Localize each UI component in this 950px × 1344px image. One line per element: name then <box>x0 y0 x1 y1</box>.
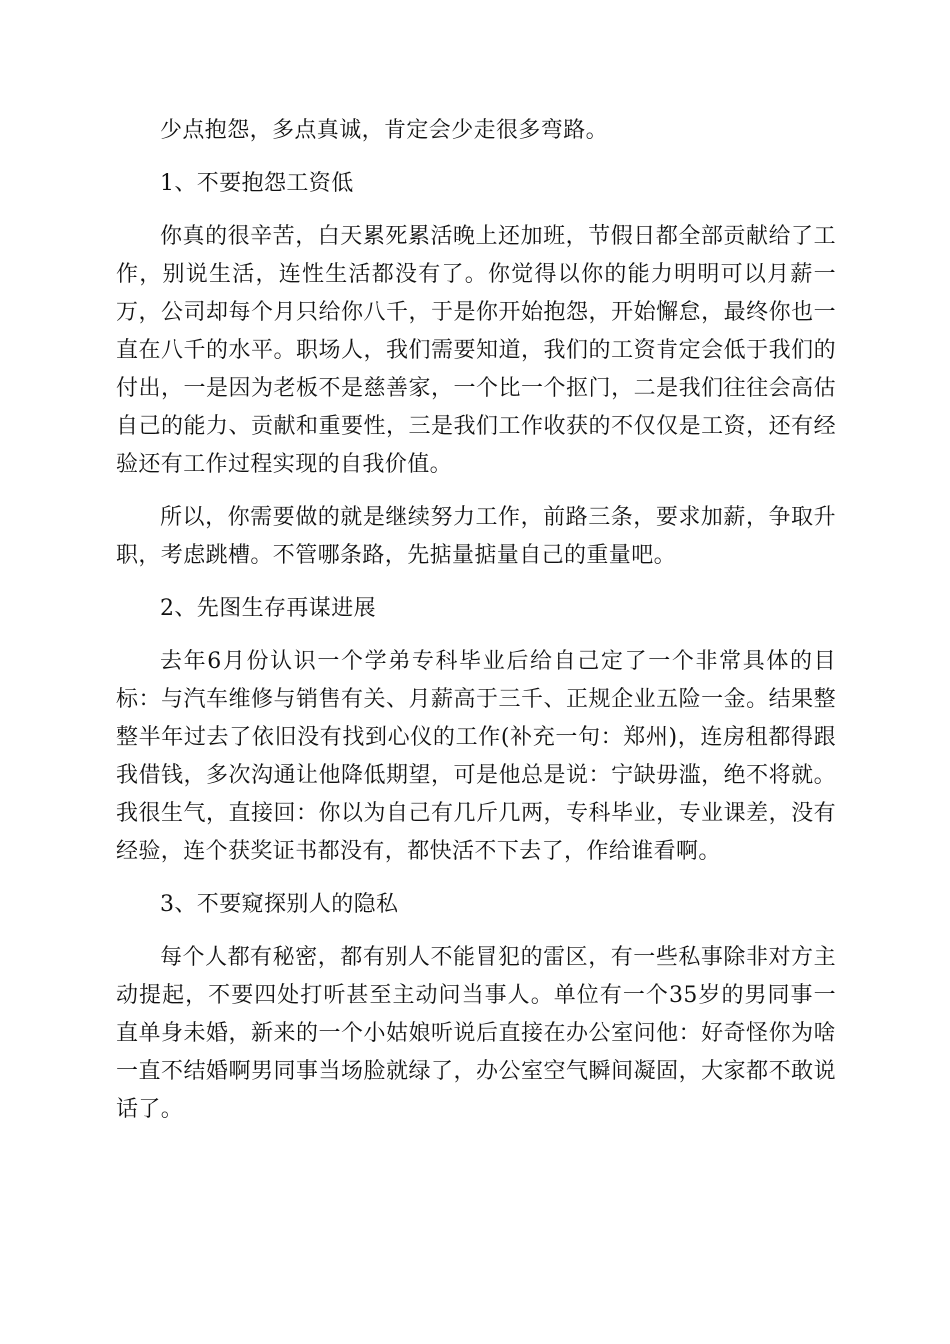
section-3-paragraph-1: 每个人都有秘密，都有别人不能冒犯的雷区，有一些私事除非对方主动提起，不要四处打听甚至主动问当事人。单位有一个35岁的男同事一直单身未婚，新来的一个小姑娘听说后直接在办公室问他：好奇怪你为啥一直不结婚啊男同事当场脸就绿了，办公室空气瞬间凝固，大家都不敢说话了。 <box>116 945 836 1122</box>
section-2-paragraph-1: 去年6月份认识一个学弟专科毕业后给自己定了一个非常具体的目标：与汽车维修与销售有关、月薪高于三千、正规企业五险一金。结果整整半年过去了依旧没有找到心仪的工作(补充一句：郑州)，连房租都得跟我借钱，多次沟通让他降低期望，可是他总是说：宁缺毋滥，绝不将就。我很生气，直接回：你以为自己有几斤几两，专科毕业，专业课差，没有经验，连个获奖证书都没有，都快活不下去了，作给谁看啊。 <box>116 649 836 864</box>
section-1-paragraph-1: 你真的很辛苦，白天累死累活晚上还加班，节假日都全部贡献给了工作，别说生活，连性生活都没有了。你觉得以你的能力明明可以月薪一万，公司却每个月只给你八千，于是你开始抱怨，开始懈怠，最终你也一直在八千的水平。职场人，我们需要知道，我们的工资肯定会低于我们的付出，一是因为老板不是慈善家，一个比一个抠门，二是我们往往会高估自己的能力、贡献和重要性，三是我们工作收获的不仅仅是工资，还有经验还有工作过程实现的自我价值。 <box>116 224 836 477</box>
document-body <box>116 112 836 1144</box>
section-heading-1: 1、不要抱怨工资低 <box>160 171 354 196</box>
section-heading-2: 2、先图生存再谋进展 <box>160 596 376 621</box>
section-heading-3: 3、不要窥探别人的隐私 <box>160 892 399 917</box>
section-1-paragraph-2: 所以，你需要做的就是继续努力工作，前路三条，要求加薪，争取升职，考虑跳槽。不管哪条路，先掂量掂量自己的重量吧。 <box>116 505 836 568</box>
intro-paragraph: 少点抱怨，多点真诚，肯定会少走很多弯路。 <box>160 118 609 143</box>
